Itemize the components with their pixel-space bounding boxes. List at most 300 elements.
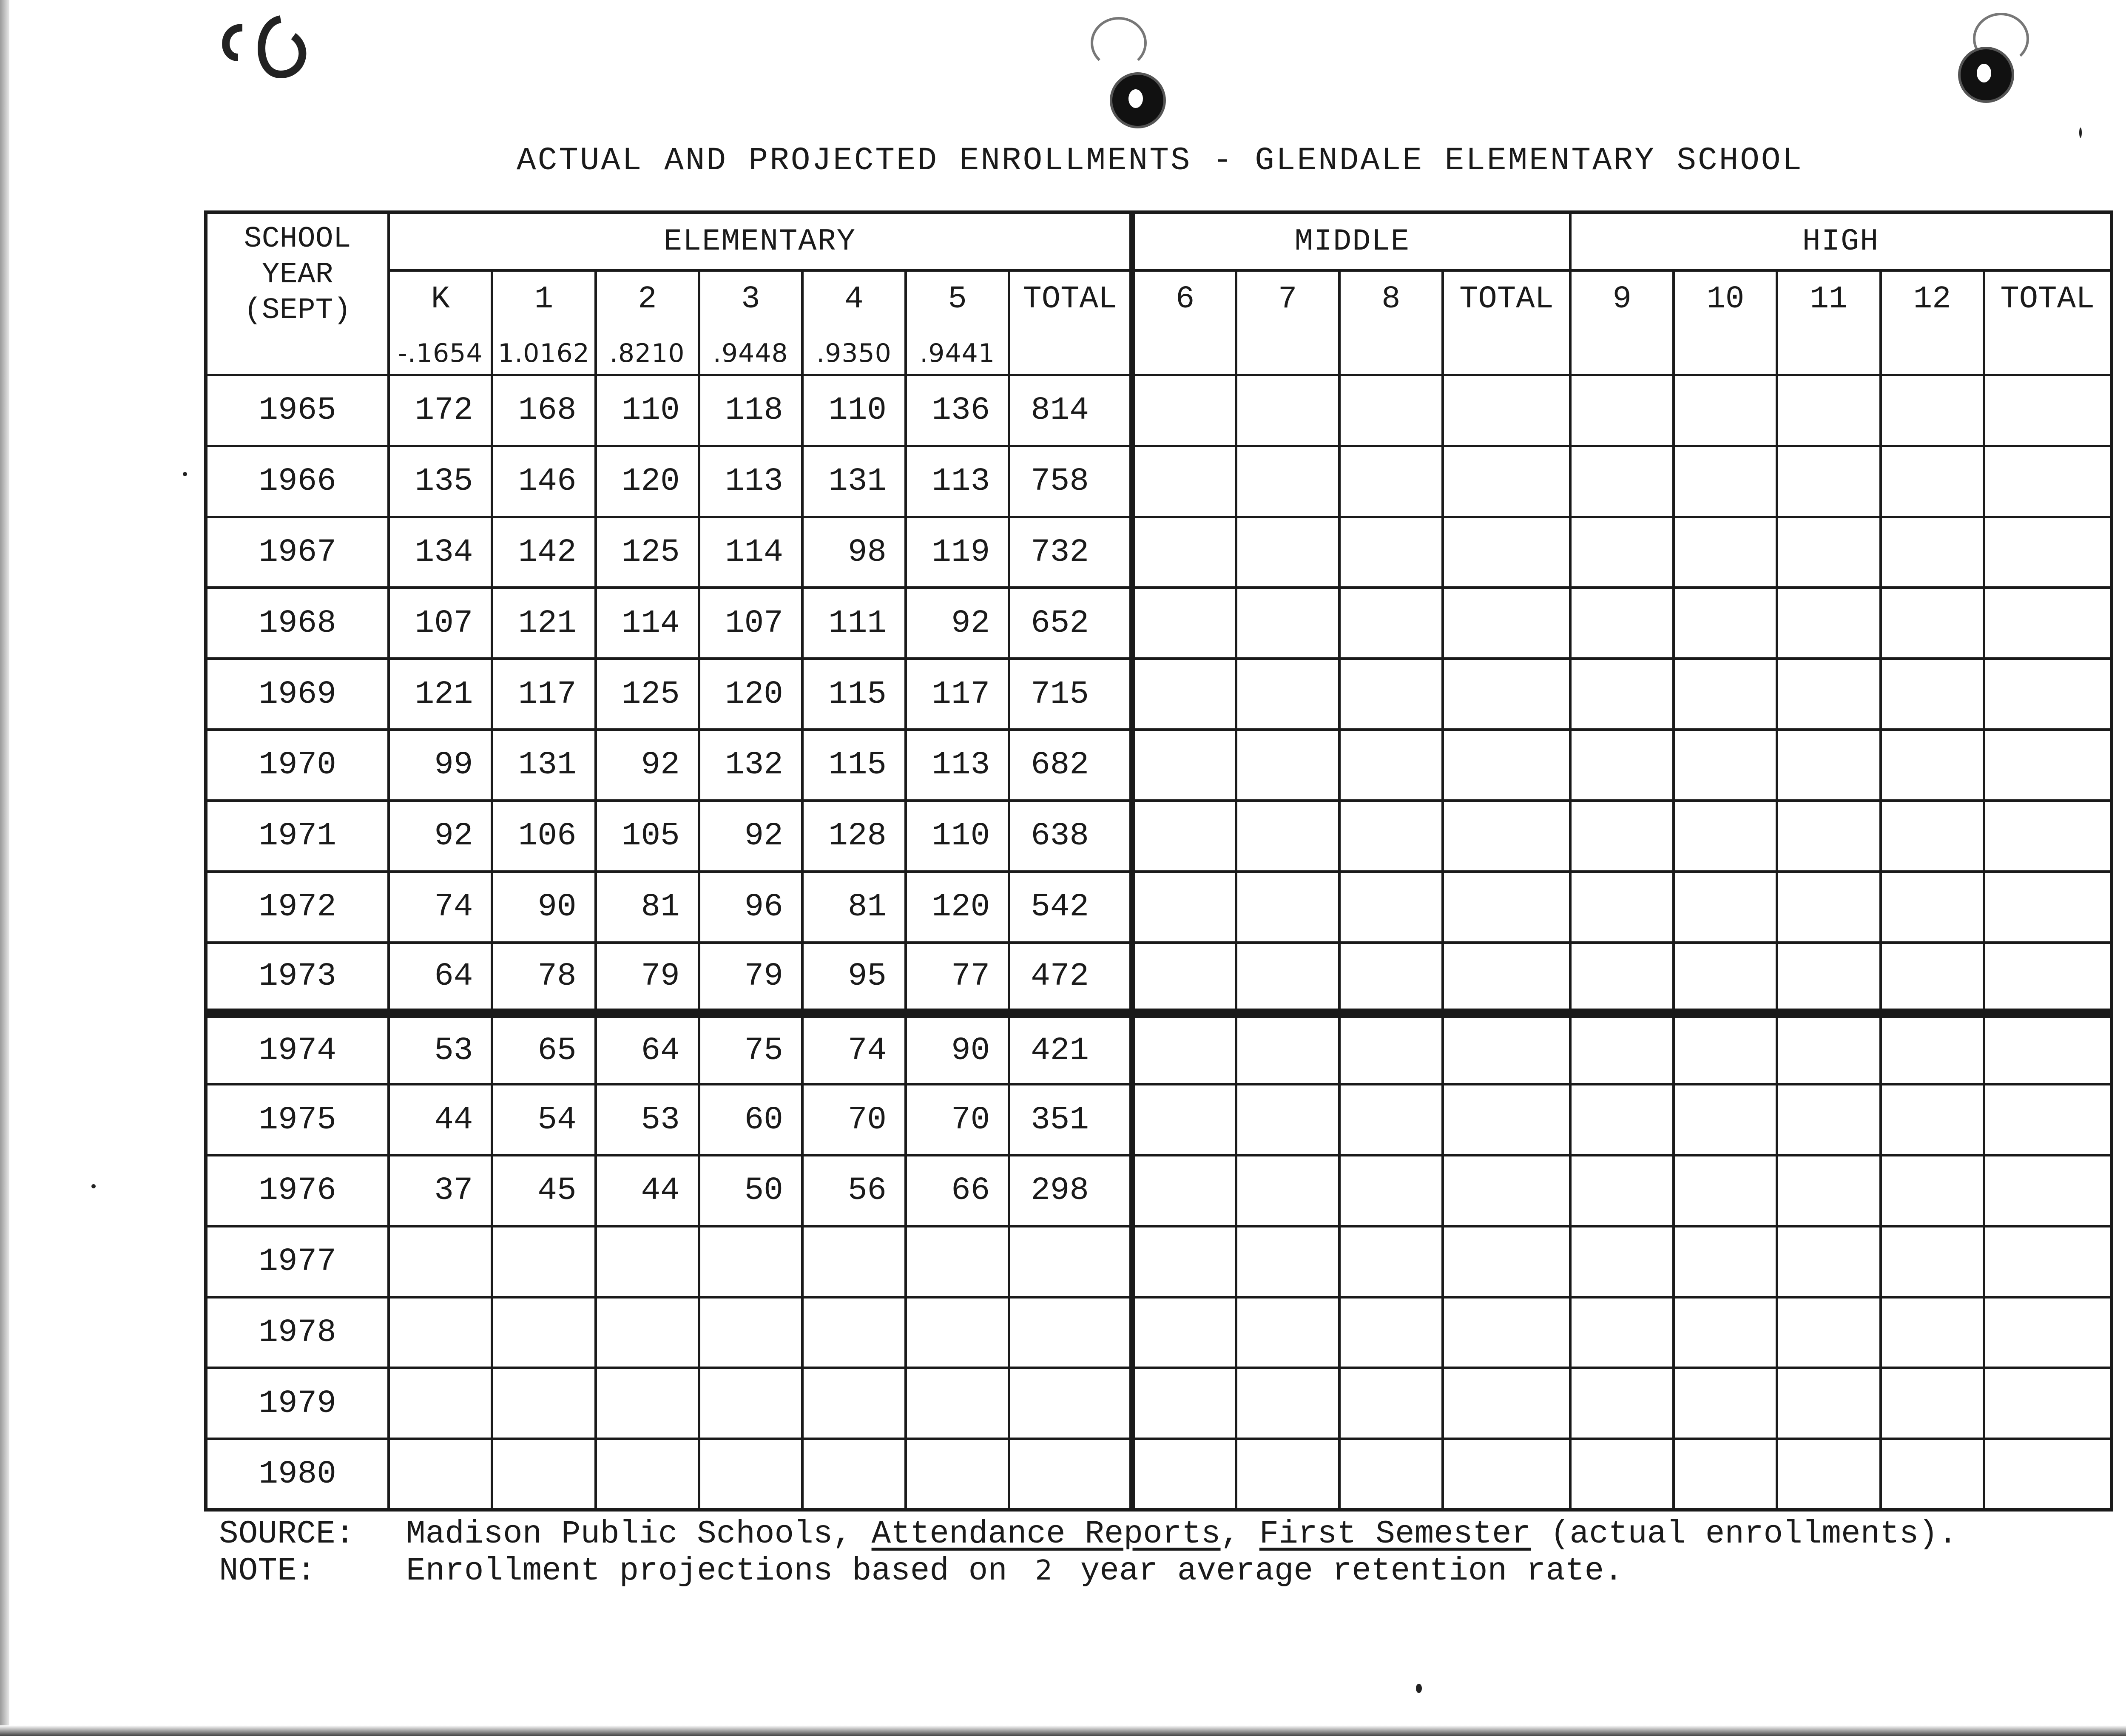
middle-total-cell <box>1443 1084 1570 1155</box>
high-enrollment-cell <box>1674 517 1777 588</box>
dust-speck <box>91 1184 96 1188</box>
high-enrollment-cell <box>1570 872 1674 943</box>
middle-enrollment-cell <box>1236 1084 1339 1155</box>
elementary-enrollment-cell: 125 <box>596 659 699 730</box>
high-enrollment-cell <box>1674 872 1777 943</box>
elementary-enrollment-cell <box>389 1368 492 1439</box>
source-label: SOURCE: <box>219 1516 355 1552</box>
elementary-enrollment-cell: 92 <box>596 730 699 801</box>
high-total-cell <box>1984 517 2112 588</box>
high-enrollment-cell <box>1881 517 1984 588</box>
table-row <box>206 801 2112 872</box>
school-year-cell: 1979 <box>206 1368 389 1439</box>
high-enrollment-cell <box>1674 1297 1777 1368</box>
school-year-header <box>206 212 389 375</box>
elementary-enrollment-cell: 74 <box>802 1013 906 1084</box>
elementary-total-header <box>1009 270 1132 375</box>
middle-total-cell <box>1443 446 1570 517</box>
elementary-enrollment-cell: 99 <box>389 730 492 801</box>
punch-hole-ring-center <box>1091 17 1147 69</box>
elementary-enrollment-cell: 107 <box>699 588 802 659</box>
retention-rate: -.1654 <box>398 338 483 368</box>
middle-enrollment-cell <box>1132 1297 1236 1368</box>
elementary-enrollment-cell: 128 <box>802 801 906 872</box>
elementary-enrollment-cell <box>492 1297 595 1368</box>
elementary-enrollment-cell: 110 <box>906 801 1009 872</box>
year-header-line3: (SEPT) <box>244 294 351 327</box>
high-enrollment-cell <box>1674 1013 1777 1084</box>
elementary-enrollment-cell: 74 <box>389 872 492 943</box>
elementary-enrollment-cell: 132 <box>699 730 802 801</box>
note-handwritten-value: 2 <box>1035 1555 1053 1586</box>
elementary-enrollment-cell <box>802 1226 906 1297</box>
elementary-enrollment-cell: 90 <box>492 872 595 943</box>
elementary-enrollment-cell: 113 <box>906 446 1009 517</box>
middle-enrollment-cell <box>1132 446 1236 517</box>
high-total-cell <box>1984 872 2112 943</box>
table-row <box>206 1368 2112 1439</box>
middle-enrollment-cell <box>1132 1439 1236 1510</box>
elementary-enrollment-cell <box>596 1368 699 1439</box>
elementary-enrollment-cell: 37 <box>389 1155 492 1226</box>
page-title: ACTUAL AND PROJECTED ENROLLMENTS - GLENDALE ELEMENTARY SCHOOL <box>517 142 1804 179</box>
high-enrollment-cell <box>1570 1439 1674 1510</box>
high-enrollment-cell <box>1881 588 1984 659</box>
elementary-enrollment-cell: 50 <box>699 1155 802 1226</box>
elementary-enrollment-cell <box>389 1297 492 1368</box>
high-enrollment-cell <box>1881 1297 1984 1368</box>
high-enrollment-cell <box>1777 801 1880 872</box>
grade-header-5 <box>906 270 1009 375</box>
dust-speck <box>1416 1684 1422 1693</box>
elementary-enrollment-cell: 121 <box>492 588 595 659</box>
grade-header-9 <box>1570 270 1674 375</box>
middle-enrollment-cell <box>1132 943 1236 1014</box>
grade-header-7 <box>1236 270 1339 375</box>
elementary-enrollment-cell: 113 <box>699 446 802 517</box>
middle-enrollment-cell <box>1236 1297 1339 1368</box>
middle-enrollment-cell <box>1236 1013 1339 1084</box>
high-enrollment-cell <box>1881 1155 1984 1226</box>
middle-enrollment-cell <box>1132 872 1236 943</box>
high-enrollment-cell <box>1777 1013 1880 1084</box>
elementary-enrollment-cell: 66 <box>906 1155 1009 1226</box>
elementary-enrollment-cell: 115 <box>802 730 906 801</box>
school-year-cell: 1977 <box>206 1226 389 1297</box>
retention-rate: 1.0162 <box>498 338 590 368</box>
elementary-enrollment-cell <box>906 1439 1009 1510</box>
elementary-enrollment-cell: 53 <box>596 1084 699 1155</box>
high-enrollment-cell <box>1570 1226 1674 1297</box>
high-enrollment-cell <box>1881 1013 1984 1084</box>
high-enrollment-cell <box>1777 1084 1880 1155</box>
page-bottom-shadow <box>0 1725 2126 1736</box>
middle-enrollment-cell <box>1132 1155 1236 1226</box>
high-enrollment-cell <box>1570 1084 1674 1155</box>
middle-enrollment-cell <box>1132 588 1236 659</box>
elementary-enrollment-cell <box>596 1297 699 1368</box>
elementary-enrollment-cell <box>802 1368 906 1439</box>
grade-label: 10 <box>1706 281 1745 317</box>
grade-label: 1 <box>534 281 554 317</box>
high-enrollment-cell <box>1674 659 1777 730</box>
elementary-enrollment-cell: 44 <box>389 1084 492 1155</box>
high-total-cell <box>1984 1226 2112 1297</box>
elementary-total-cell <box>1009 1368 1132 1439</box>
elementary-enrollment-cell: 98 <box>802 517 906 588</box>
elementary-enrollment-cell: 96 <box>699 872 802 943</box>
high-total-cell <box>1984 375 2112 446</box>
middle-enrollment-cell <box>1236 872 1339 943</box>
grade-header-12 <box>1881 270 1984 375</box>
high-enrollment-cell <box>1777 517 1880 588</box>
elementary-enrollment-cell: 114 <box>699 517 802 588</box>
elementary-total-cell: 351 <box>1009 1084 1132 1155</box>
grade-label: 2 <box>637 281 657 317</box>
school-year-cell: 1976 <box>206 1155 389 1226</box>
high-total-cell <box>1984 1013 2112 1084</box>
elementary-enrollment-cell <box>492 1439 595 1510</box>
enrollment-table-body <box>206 375 2112 1510</box>
elementary-enrollment-cell <box>699 1226 802 1297</box>
high-total-cell <box>1984 1439 2112 1510</box>
table-row <box>206 1297 2112 1368</box>
grade-label: 8 <box>1381 281 1401 317</box>
total-label: TOTAL <box>1459 281 1554 317</box>
grade-header-8 <box>1339 270 1443 375</box>
middle-enrollment-cell <box>1339 1368 1443 1439</box>
high-enrollment-cell <box>1674 375 1777 446</box>
middle-total-header <box>1443 270 1570 375</box>
high-enrollment-cell <box>1570 375 1674 446</box>
grade-header-11 <box>1777 270 1880 375</box>
elementary-enrollment-cell: 92 <box>699 801 802 872</box>
high-total-cell <box>1984 659 2112 730</box>
elementary-enrollment-cell: 110 <box>802 375 906 446</box>
middle-enrollment-cell <box>1339 517 1443 588</box>
grade-label: 3 <box>741 281 760 317</box>
grade-header-10 <box>1674 270 1777 375</box>
elementary-enrollment-cell: 115 <box>802 659 906 730</box>
middle-group-header: MIDDLE <box>1132 212 1570 270</box>
high-enrollment-cell <box>1777 1155 1880 1226</box>
elementary-total-cell: 652 <box>1009 588 1132 659</box>
high-enrollment-cell <box>1777 1439 1880 1510</box>
high-enrollment-cell <box>1674 1439 1777 1510</box>
table-row <box>206 375 2112 446</box>
high-enrollment-cell <box>1881 446 1984 517</box>
grade-label: 6 <box>1175 281 1195 317</box>
elementary-enrollment-cell: 131 <box>802 446 906 517</box>
middle-enrollment-cell <box>1339 872 1443 943</box>
elementary-enrollment-cell: 79 <box>699 943 802 1014</box>
middle-enrollment-cell <box>1236 801 1339 872</box>
dust-speck <box>2079 128 2082 138</box>
binder-clip-mark <box>217 11 327 79</box>
high-enrollment-cell <box>1881 872 1984 943</box>
middle-enrollment-cell <box>1236 730 1339 801</box>
middle-enrollment-cell <box>1236 375 1339 446</box>
middle-enrollment-cell <box>1132 730 1236 801</box>
elementary-group-header: ELEMENTARY <box>389 212 1132 270</box>
high-enrollment-cell <box>1881 1368 1984 1439</box>
high-enrollment-cell <box>1674 1084 1777 1155</box>
elementary-enrollment-cell: 95 <box>802 943 906 1014</box>
high-enrollment-cell <box>1777 943 1880 1014</box>
high-total-cell <box>1984 1297 2112 1368</box>
grade-label: 7 <box>1278 281 1297 317</box>
middle-total-cell <box>1443 801 1570 872</box>
middle-enrollment-cell <box>1339 1297 1443 1368</box>
high-enrollment-cell <box>1674 446 1777 517</box>
elementary-enrollment-cell: 146 <box>492 446 595 517</box>
grade-header-k <box>389 270 492 375</box>
middle-enrollment-cell <box>1132 1226 1236 1297</box>
grade-header-3 <box>699 270 802 375</box>
punch-hole-center <box>1110 72 1166 128</box>
high-enrollment-cell <box>1570 943 1674 1014</box>
school-year-cell: 1968 <box>206 588 389 659</box>
middle-enrollment-cell <box>1132 801 1236 872</box>
table-row <box>206 517 2112 588</box>
elementary-enrollment-cell <box>906 1368 1009 1439</box>
total-label: TOTAL <box>1023 281 1117 317</box>
elementary-enrollment-cell: 172 <box>389 375 492 446</box>
table-row <box>206 659 2112 730</box>
high-enrollment-cell <box>1777 446 1880 517</box>
elementary-enrollment-cell: 70 <box>802 1084 906 1155</box>
high-enrollment-cell <box>1674 943 1777 1014</box>
middle-enrollment-cell <box>1132 1084 1236 1155</box>
elementary-enrollment-cell <box>596 1439 699 1510</box>
high-enrollment-cell <box>1674 588 1777 659</box>
punch-hole-right <box>1958 47 2014 103</box>
middle-total-cell <box>1443 1013 1570 1084</box>
elementary-total-cell: 758 <box>1009 446 1132 517</box>
middle-total-cell <box>1443 1297 1570 1368</box>
elementary-total-cell: 682 <box>1009 730 1132 801</box>
middle-total-cell <box>1443 375 1570 446</box>
high-enrollment-cell <box>1570 446 1674 517</box>
table-row <box>206 943 2112 1014</box>
page-edge-shadow <box>0 0 9 1736</box>
high-enrollment-cell <box>1777 375 1880 446</box>
high-total-cell <box>1984 446 2112 517</box>
enrollment-table <box>204 210 2113 1512</box>
school-year-cell: 1972 <box>206 872 389 943</box>
middle-enrollment-cell <box>1236 446 1339 517</box>
elementary-enrollment-cell: 118 <box>699 375 802 446</box>
elementary-enrollment-cell: 64 <box>389 943 492 1014</box>
table-row <box>206 1013 2112 1084</box>
note-line <box>219 1552 1958 1589</box>
high-enrollment-cell <box>1881 801 1984 872</box>
total-label: TOTAL <box>2000 281 2095 317</box>
middle-enrollment-cell <box>1339 446 1443 517</box>
table-row <box>206 1226 2112 1297</box>
source-document-1: Attendance Reports <box>871 1516 1221 1552</box>
table-row <box>206 730 2112 801</box>
middle-total-cell <box>1443 1226 1570 1297</box>
elementary-total-cell <box>1009 1297 1132 1368</box>
high-enrollment-cell <box>1570 730 1674 801</box>
school-year-cell: 1967 <box>206 517 389 588</box>
middle-enrollment-cell <box>1339 730 1443 801</box>
high-enrollment-cell <box>1570 801 1674 872</box>
elementary-enrollment-cell: 121 <box>389 659 492 730</box>
high-total-cell <box>1984 1155 2112 1226</box>
middle-total-cell <box>1443 943 1570 1014</box>
high-enrollment-cell <box>1777 1226 1880 1297</box>
elementary-enrollment-cell: 60 <box>699 1084 802 1155</box>
middle-enrollment-cell <box>1339 1226 1443 1297</box>
source-line <box>219 1516 1958 1552</box>
elementary-total-cell: 298 <box>1009 1155 1132 1226</box>
elementary-enrollment-cell: 135 <box>389 446 492 517</box>
school-year-cell: 1980 <box>206 1439 389 1510</box>
high-enrollment-cell <box>1777 588 1880 659</box>
elementary-enrollment-cell <box>492 1368 595 1439</box>
grade-header-4 <box>802 270 906 375</box>
middle-total-cell <box>1443 1155 1570 1226</box>
elementary-enrollment-cell: 81 <box>596 872 699 943</box>
school-year-cell: 1973 <box>206 943 389 1014</box>
elementary-enrollment-cell: 120 <box>906 872 1009 943</box>
grade-label: K <box>431 281 450 317</box>
school-year-cell: 1971 <box>206 801 389 872</box>
middle-enrollment-cell <box>1236 1368 1339 1439</box>
elementary-enrollment-cell: 125 <box>596 517 699 588</box>
high-enrollment-cell <box>1570 1297 1674 1368</box>
elementary-enrollment-cell: 64 <box>596 1013 699 1084</box>
high-total-cell <box>1984 588 2112 659</box>
elementary-total-cell: 542 <box>1009 872 1132 943</box>
high-enrollment-cell <box>1881 1084 1984 1155</box>
source-separator: , <box>1220 1516 1240 1552</box>
school-year-cell: 1975 <box>206 1084 389 1155</box>
elementary-enrollment-cell <box>802 1297 906 1368</box>
dust-speck <box>183 472 187 476</box>
high-enrollment-cell <box>1570 1368 1674 1439</box>
elementary-enrollment-cell: 110 <box>596 375 699 446</box>
elementary-enrollment-cell: 168 <box>492 375 595 446</box>
high-enrollment-cell <box>1881 375 1984 446</box>
high-total-header <box>1984 270 2112 375</box>
high-enrollment-cell <box>1881 1439 1984 1510</box>
retention-rate: .9448 <box>713 338 788 368</box>
high-enrollment-cell <box>1570 1155 1674 1226</box>
source-prefix: Madison Public Schools, <box>406 1516 852 1552</box>
high-enrollment-cell <box>1570 588 1674 659</box>
elementary-total-cell: 421 <box>1009 1013 1132 1084</box>
elementary-enrollment-cell: 77 <box>906 943 1009 1014</box>
middle-enrollment-cell <box>1132 375 1236 446</box>
elementary-enrollment-cell: 114 <box>596 588 699 659</box>
middle-enrollment-cell <box>1339 659 1443 730</box>
high-total-cell <box>1984 730 2112 801</box>
elementary-enrollment-cell <box>699 1439 802 1510</box>
elementary-enrollment-cell: 90 <box>906 1013 1009 1084</box>
high-enrollment-cell <box>1777 659 1880 730</box>
middle-enrollment-cell <box>1236 659 1339 730</box>
elementary-enrollment-cell: 134 <box>389 517 492 588</box>
source-document-2: First Semester <box>1259 1516 1531 1552</box>
elementary-total-cell <box>1009 1439 1132 1510</box>
elementary-enrollment-cell: 119 <box>906 517 1009 588</box>
middle-enrollment-cell <box>1339 588 1443 659</box>
grade-header-2 <box>596 270 699 375</box>
elementary-enrollment-cell: 79 <box>596 943 699 1014</box>
elementary-total-cell <box>1009 1226 1132 1297</box>
high-enrollment-cell <box>1777 872 1880 943</box>
elementary-enrollment-cell: 56 <box>802 1155 906 1226</box>
elementary-enrollment-cell: 142 <box>492 517 595 588</box>
middle-total-cell <box>1443 659 1570 730</box>
elementary-enrollment-cell: 65 <box>492 1013 595 1084</box>
middle-total-cell <box>1443 1368 1570 1439</box>
elementary-enrollment-cell: 53 <box>389 1013 492 1084</box>
elementary-enrollment-cell: 131 <box>492 730 595 801</box>
elementary-enrollment-cell: 54 <box>492 1084 595 1155</box>
elementary-enrollment-cell: 44 <box>596 1155 699 1226</box>
table-row <box>206 1439 2112 1510</box>
elementary-enrollment-cell: 120 <box>699 659 802 730</box>
high-total-cell <box>1984 943 2112 1014</box>
table-row <box>206 1155 2112 1226</box>
elementary-enrollment-cell: 78 <box>492 943 595 1014</box>
school-year-cell: 1970 <box>206 730 389 801</box>
elementary-enrollment-cell: 120 <box>596 446 699 517</box>
high-enrollment-cell <box>1881 730 1984 801</box>
high-enrollment-cell <box>1674 1226 1777 1297</box>
high-group-header: HIGH <box>1570 212 2112 270</box>
elementary-enrollment-cell: 111 <box>802 588 906 659</box>
middle-enrollment-cell <box>1236 1439 1339 1510</box>
note-label: NOTE: <box>219 1553 316 1589</box>
table-row <box>206 588 2112 659</box>
middle-enrollment-cell <box>1132 1368 1236 1439</box>
school-year-cell: 1969 <box>206 659 389 730</box>
elementary-enrollment-cell: 75 <box>699 1013 802 1084</box>
middle-enrollment-cell <box>1132 1013 1236 1084</box>
elementary-enrollment-cell <box>492 1226 595 1297</box>
middle-enrollment-cell <box>1339 943 1443 1014</box>
high-enrollment-cell <box>1570 517 1674 588</box>
grade-header-6 <box>1132 270 1236 375</box>
high-enrollment-cell <box>1881 1226 1984 1297</box>
elementary-enrollment-cell: 92 <box>389 801 492 872</box>
elementary-enrollment-cell <box>699 1297 802 1368</box>
elementary-enrollment-cell <box>389 1226 492 1297</box>
retention-rate: .9441 <box>920 338 995 368</box>
middle-enrollment-cell <box>1339 801 1443 872</box>
school-year-cell: 1978 <box>206 1297 389 1368</box>
elementary-enrollment-cell: 92 <box>906 588 1009 659</box>
elementary-enrollment-cell <box>906 1226 1009 1297</box>
table-row <box>206 1084 2112 1155</box>
high-enrollment-cell <box>1570 659 1674 730</box>
source-suffix: (actual enrollments). <box>1550 1516 1958 1552</box>
elementary-enrollment-cell: 105 <box>596 801 699 872</box>
elementary-enrollment-cell: 106 <box>492 801 595 872</box>
elementary-total-cell: 472 <box>1009 943 1132 1014</box>
grade-label: 11 <box>1810 281 1848 317</box>
middle-enrollment-cell <box>1339 1439 1443 1510</box>
middle-total-cell <box>1443 1439 1570 1510</box>
grade-label: 4 <box>844 281 864 317</box>
note-text-before: Enrollment projections based on <box>406 1553 1007 1589</box>
high-enrollment-cell <box>1777 1368 1880 1439</box>
